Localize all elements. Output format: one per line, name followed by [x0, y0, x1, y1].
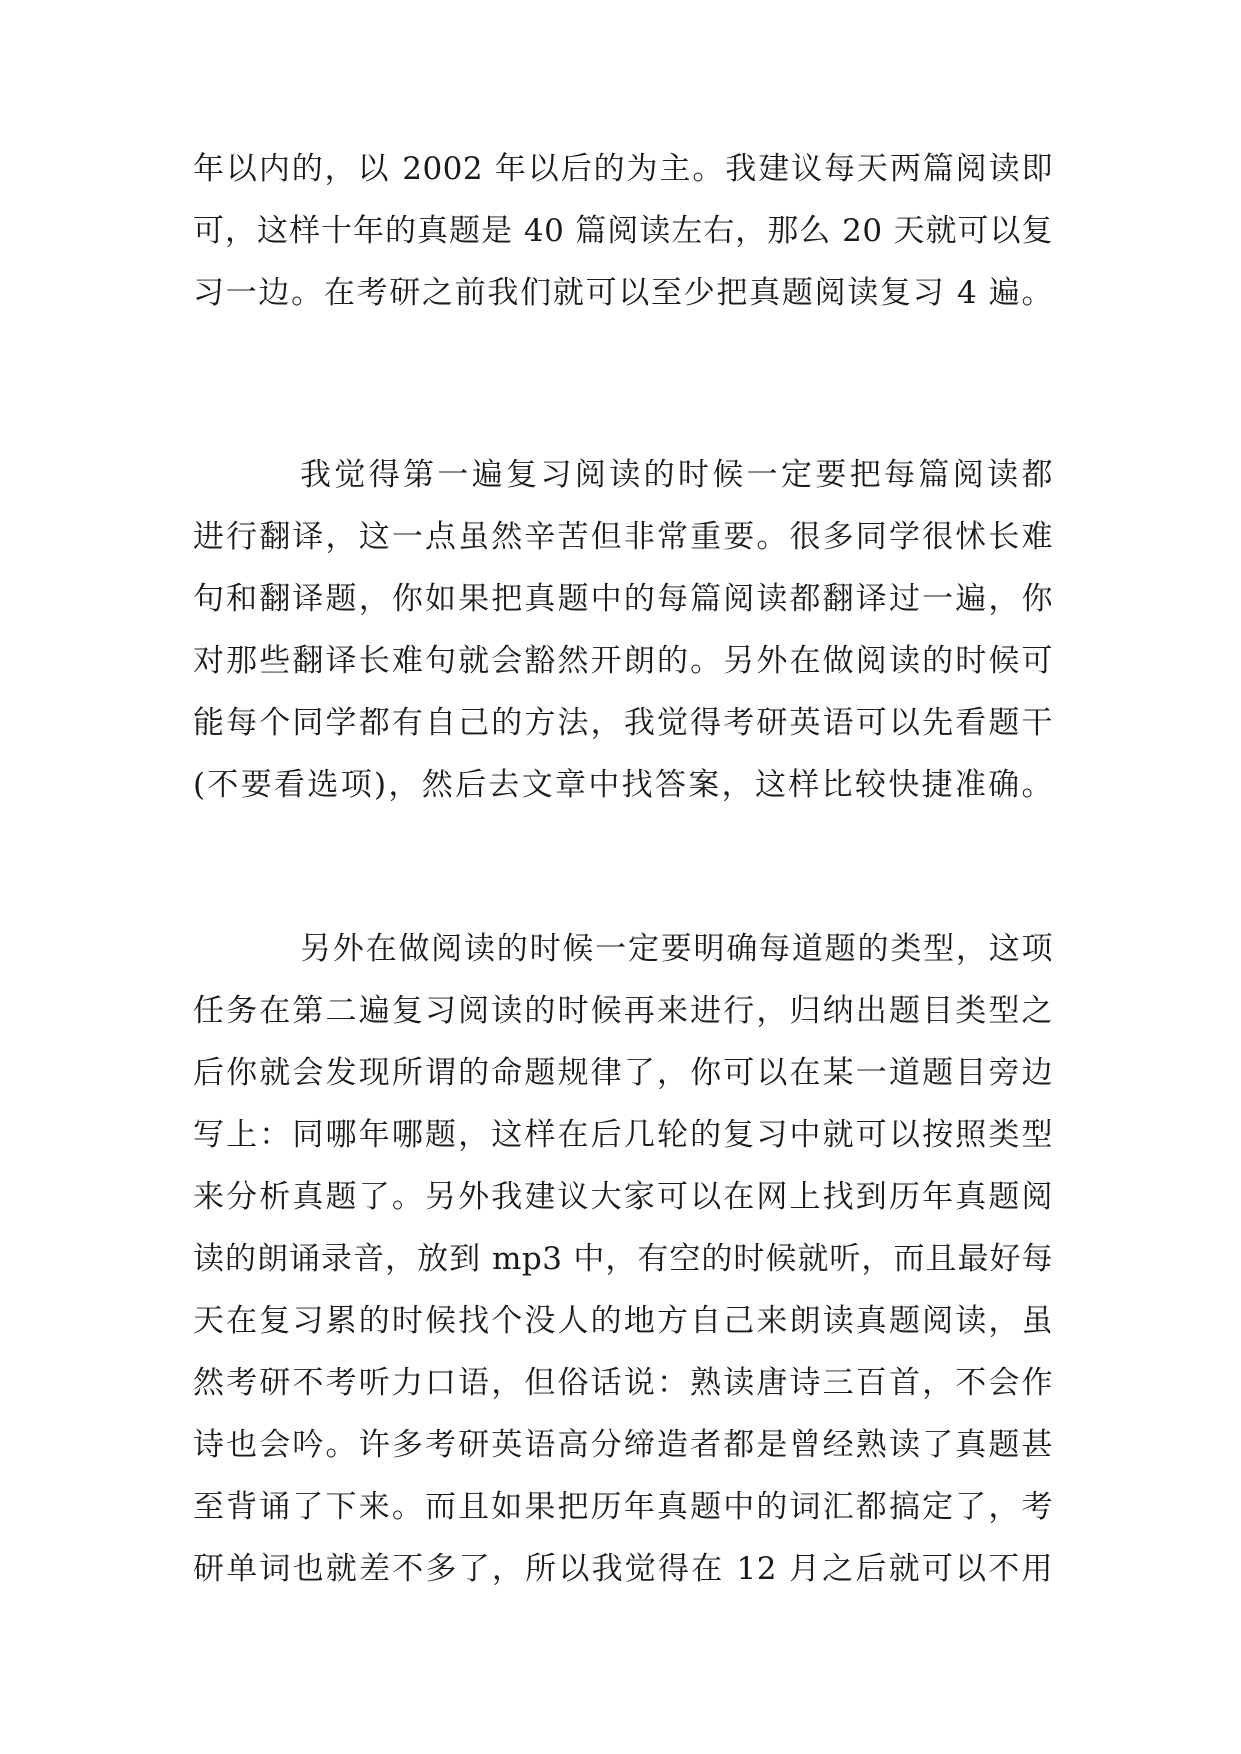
- paragraph-line: 天在复习累的时候找个没人的地方自己来朗读真题阅读，虽: [193, 1303, 1053, 1339]
- paragraph-line: 进行翻译，这一点虽然辛苦但非常重要。很多同学很怵长难: [193, 519, 1053, 555]
- paragraph-line: 句和翻译题，你如果把真题中的每篇阅读都翻译过一遍，你: [193, 581, 1053, 617]
- paragraph-line: 至背诵了下来。而且如果把历年真题中的词汇都搞定了，考: [193, 1489, 1053, 1525]
- paragraph-line: 习一边。在考研之前我们就可以至少把真题阅读复习 4 遍。: [193, 275, 1053, 311]
- paragraph-line: 写上：同哪年哪题，这样在后几轮的复习中就可以按照类型: [193, 1117, 1053, 1153]
- paragraph-line: 后你就会发现所谓的命题规律了，你可以在某一道题目旁边: [193, 1055, 1053, 1091]
- paragraph-line: 另外在做阅读的时候一定要明确每道题的类型，这项: [300, 931, 1053, 967]
- paragraph-line: 研单词也就差不多了，所以我觉得在 12 月之后就可以不用: [193, 1551, 1053, 1587]
- paragraph-line: 来分析真题了。另外我建议大家可以在网上找到历年真题阅: [193, 1179, 1053, 1215]
- paragraph-line: 读的朗诵录音，放到 mp3 中，有空的时候就听，而且最好每: [193, 1241, 1053, 1277]
- paragraph-line: (不要看选项)，然后去文章中找答案，这样比较快捷准确。: [193, 767, 1053, 803]
- paragraph-line: 对那些翻译长难句就会豁然开朗的。另外在做阅读的时候可: [193, 643, 1053, 679]
- paragraph-line: 然考研不考听力口语，但俗话说：熟读唐诗三百首，不会作: [193, 1365, 1053, 1401]
- paragraph-line: 诗也会吟。许多考研英语高分缔造者都是曾经熟读了真题甚: [193, 1427, 1053, 1463]
- paragraph-line: 年以内的，以 2002 年以后的为主。我建议每天两篇阅读即: [193, 151, 1053, 187]
- paragraph-line: 任务在第二遍复习阅读的时候再来进行，归纳出题目类型之: [193, 993, 1053, 1029]
- paragraph-line: 能每个同学都有自己的方法，我觉得考研英语可以先看题干: [193, 705, 1053, 741]
- paragraph-line: 可，这样十年的真题是 40 篇阅读左右，那么 20 天就可以复: [193, 213, 1053, 249]
- paragraph-line: 我觉得第一遍复习阅读的时候一定要把每篇阅读都: [300, 457, 1053, 493]
